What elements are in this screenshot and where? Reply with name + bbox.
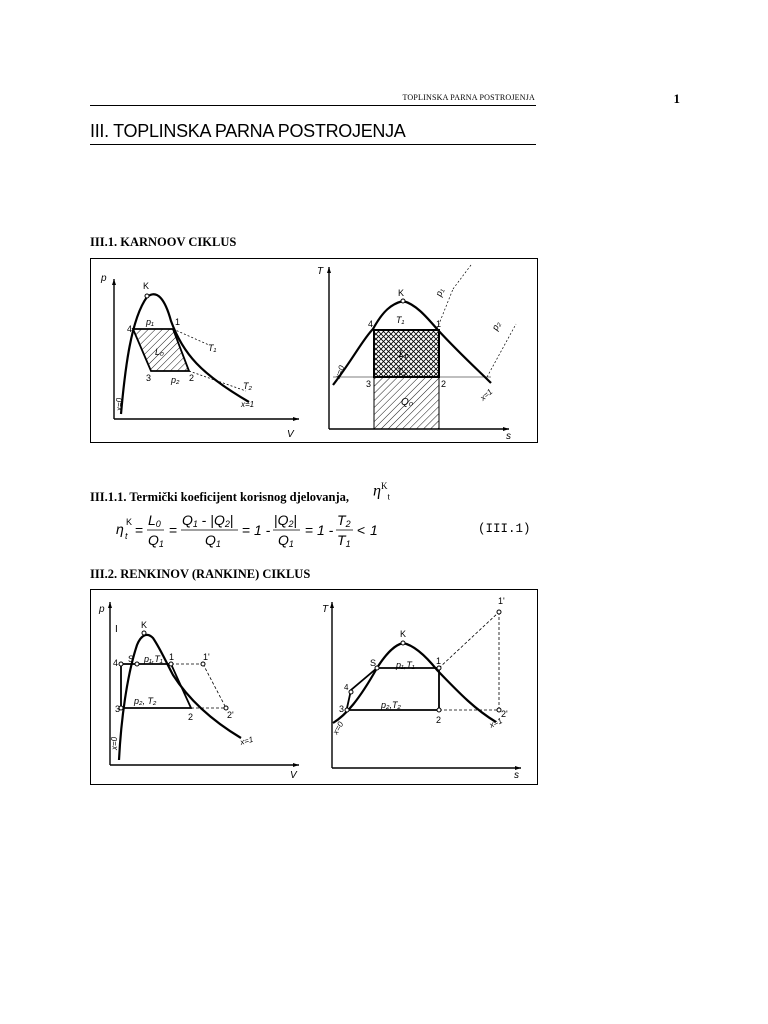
rankine-diagrams [91, 590, 537, 784]
efficiency-equation [108, 508, 408, 552]
r-ts-pt2: 2 [436, 715, 442, 725]
svg-text:=: = [169, 522, 178, 538]
svg-text:=: = [242, 522, 251, 538]
ts-diagram [317, 265, 516, 442]
pv-t2-label: T₂ [243, 381, 252, 391]
ts-s-label: s [506, 431, 511, 442]
subsection-title: III.1.1. Termički koeficijent korisnog djelovanja, [90, 490, 350, 504]
r-ts-pt1p: 1' [498, 596, 505, 606]
svg-text:t: t [125, 531, 128, 541]
ts-pt1: 1 [436, 319, 442, 329]
section-title-rankine: III.2. RENKINOV (RANKINE) CIKLUS [90, 567, 311, 581]
r-ts-p1t1: p₁,T₁ [396, 660, 415, 670]
r-ts-pt1: 1 [436, 656, 442, 666]
r-ts-pt4: 4 [344, 683, 349, 692]
svg-text:|Q2|: |Q2| [274, 512, 298, 529]
rankine-ts-diagram [322, 596, 521, 781]
r-pv-x1: x=1 [239, 734, 255, 747]
r-ts-pt2p: 2' [501, 709, 508, 719]
pv-p-label: p [101, 273, 107, 284]
svg-text:Q1: Q1 [278, 532, 294, 549]
svg-text:K: K [126, 517, 133, 527]
r-ts-pt3: 3 [339, 704, 345, 714]
r-pv-pt2p: 2' [227, 710, 234, 720]
chapter-rule [90, 144, 536, 145]
r-ts-s-label: s [514, 770, 519, 781]
r-pv-pt1p: 1' [203, 652, 210, 662]
pv-p1-label: p₁ [146, 317, 154, 327]
pv-pt1: 1 [175, 317, 181, 327]
eta-symbol: $\eta^K_t$ [373, 481, 390, 502]
svg-text:=: = [305, 522, 314, 538]
svg-text:L0: L0 [148, 512, 161, 529]
ts-k-label: K [398, 288, 405, 298]
ts-l0-label: L₀ [399, 349, 409, 360]
r-pv-ptI: I [115, 624, 118, 635]
pv-l0-label: L₀ [155, 347, 164, 357]
pv-x1-label: x=1 [241, 400, 255, 409]
ts-pt3: 3 [366, 379, 372, 389]
ts-x0-label: x=0 [333, 364, 347, 380]
pv-saturation-curve [121, 294, 249, 414]
page-number: 1 [673, 91, 680, 106]
rankine-pv-diagram [98, 602, 299, 781]
r-pv-p1t1: p₁,T₁ [144, 654, 163, 664]
pv-pt3: 3 [146, 373, 152, 383]
r-pv-k-label: K [141, 620, 148, 630]
equation-number: (III.1) [478, 522, 531, 536]
ts-x1-label: x=1 [478, 387, 495, 403]
svg-text:η: η [116, 521, 124, 537]
r-ts-k-label: K [400, 629, 407, 639]
pv-diagram [100, 273, 299, 440]
running-header: TOPLINSKA PARNA POSTROJENJA [402, 93, 535, 102]
svg-text:1 -: 1 - [317, 522, 334, 538]
r-pv-pt2: 2 [188, 712, 194, 722]
ts-p2-label: p₂ [489, 319, 503, 332]
svg-text:Q1: Q1 [205, 532, 221, 549]
svg-text:1 -: 1 - [254, 522, 271, 538]
svg-text:<: < [357, 522, 366, 538]
r-pv-pt1: 1 [169, 652, 175, 662]
section-title-carnot: III.1. KARNOOV CIKLUS [90, 235, 237, 249]
pv-t1-label: T₁ [208, 343, 217, 353]
pv-p2-label: p₂ [171, 375, 180, 385]
ts-t-label: T [317, 266, 324, 277]
ts-pt4: 4 [368, 319, 374, 329]
svg-text:T2: T2 [337, 512, 351, 529]
chapter-title: III. TOPLINSKA PARNA POSTROJENJA [90, 121, 406, 141]
ts-t2-label: T₂ [397, 367, 406, 377]
r-pv-v-label: V [290, 770, 297, 781]
r-pv-x0: x=0 [110, 736, 119, 750]
svg-text:Q1: Q1 [148, 532, 164, 549]
svg-text:1: 1 [370, 522, 378, 538]
r-pv-ptS: S [128, 654, 135, 664]
svg-text:=: = [135, 522, 144, 538]
figure-carnot [90, 258, 538, 443]
ts-q0-label: Q₀ [401, 397, 413, 408]
figure-rankine [90, 589, 538, 785]
r-ts-p2t2: p₂,T₂ [381, 700, 401, 710]
r-ts-x0: x=0 [330, 720, 346, 736]
svg-text:T1: T1 [337, 532, 351, 549]
carnot-diagrams [91, 259, 537, 442]
ts-pt2: 2 [441, 379, 447, 389]
r-pv-p2t2: p₂, T₂ [134, 696, 157, 706]
pv-v-label: V [287, 429, 294, 440]
pv-pt2: 2 [189, 373, 195, 383]
r-ts-ptS: S [370, 658, 377, 668]
svg-text:Q1 - |Q2|: Q1 - |Q2| [182, 512, 234, 529]
r-ts-x1: x=1 [488, 716, 504, 730]
r-ts-t-label: T [322, 604, 329, 615]
pv-pt4: 4 [127, 324, 133, 334]
ts-p1-label: p₁ [433, 286, 446, 298]
r-pv-pt3: 3 [115, 704, 121, 714]
ts-t1-label: T₁ [396, 315, 405, 325]
r-pv-pt4: 4 [113, 658, 119, 668]
pv-x0-label: x=0 [115, 397, 124, 411]
pv-k-label: K [143, 281, 150, 291]
r-pv-p-label: p [99, 604, 105, 615]
header-rule [90, 105, 536, 106]
